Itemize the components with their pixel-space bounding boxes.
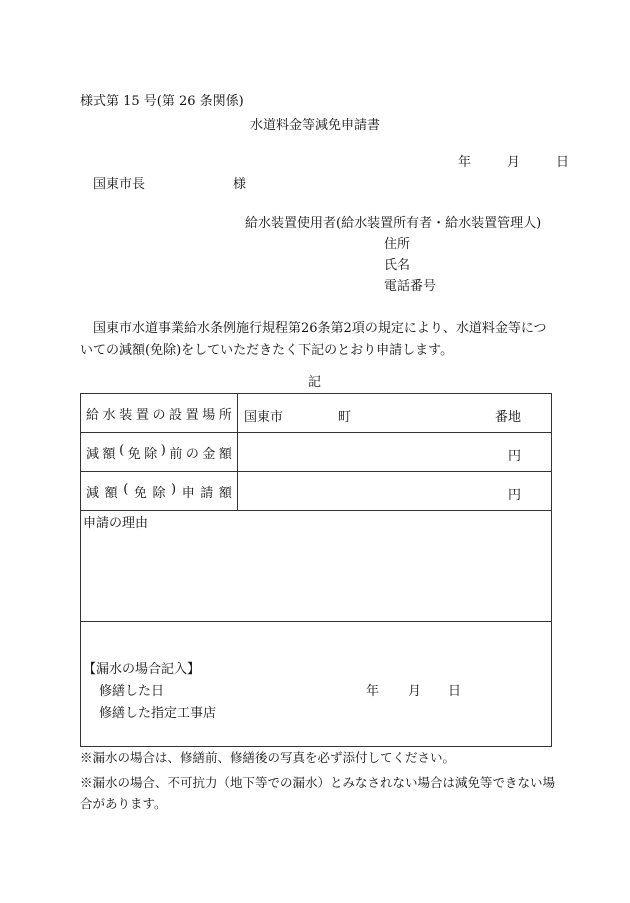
row-before-amount — [81, 433, 552, 472]
label-char: 免 — [133, 485, 147, 501]
label-char: 置 — [185, 407, 199, 423]
label-char: 除 — [152, 485, 166, 501]
location-town: 町 — [338, 410, 352, 425]
label-char: ( — [123, 481, 129, 497]
request-amount-field[interactable] — [238, 472, 552, 511]
before-amount-field[interactable] — [238, 433, 552, 472]
label-char: ( — [119, 442, 125, 458]
label-char: 給 — [86, 407, 100, 423]
body-paragraph — [80, 318, 552, 362]
before-amount-unit: 円 — [507, 449, 521, 464]
leak-section[interactable] — [81, 622, 552, 747]
repair-date-label: 修繕した日 — [99, 684, 165, 699]
applicant-phone-label: 電話番号 — [384, 279, 437, 294]
note-photo: ※漏水の場合は、修繕前、修繕後の写真を必ず添付してください。 — [80, 750, 456, 765]
applicant-heading: 給水装置使用者(給水装置所有者・給水装置管理人) — [245, 216, 542, 231]
reason-label: 申請の理由 — [83, 516, 149, 531]
label-char: ) — [171, 481, 177, 497]
request-amount-unit: 円 — [507, 488, 521, 503]
label-char: の — [152, 407, 166, 423]
label-char: 額 — [104, 485, 118, 501]
label-char: 減 — [86, 485, 100, 501]
label-char: 場 — [202, 407, 216, 423]
label-char: 申 — [181, 485, 195, 501]
repair-date-month: 月 — [408, 684, 422, 699]
label-char: の — [185, 446, 199, 462]
body-line-2: いての減額(免除)をしていただきたく下記のとおり申請します。 — [80, 343, 454, 358]
label-char: 額 — [218, 485, 232, 501]
addressee-name: 国東市長 — [93, 177, 146, 192]
leak-heading: 【漏水の場合記入】 — [83, 662, 201, 677]
addressee — [93, 178, 246, 191]
before-amount-label — [81, 433, 238, 472]
ki-heading: 記 — [308, 375, 322, 390]
request-amount-label — [81, 472, 238, 511]
label-char: 免 — [127, 446, 141, 462]
label-char: 水 — [102, 407, 116, 423]
contractor-label: 修繕した指定工事店 — [99, 706, 217, 721]
label-char: ) — [160, 442, 166, 458]
form-number: 様式第 15 号(第 26 条関係) — [80, 94, 244, 109]
date-day: 日 — [556, 155, 570, 170]
row-leak — [81, 622, 552, 747]
label-char: 請 — [200, 485, 214, 501]
date-year: 年 — [458, 155, 472, 170]
application-table — [80, 393, 552, 747]
row-reason — [81, 511, 552, 622]
applicant-address-label: 住所 — [384, 237, 411, 252]
date-line — [458, 156, 569, 169]
repair-date-day: 日 — [448, 684, 462, 699]
label-char: 額 — [218, 446, 232, 462]
note-force-majeure: ※漏水の場合、不可抗力（地下等での漏水）とみなされない場合は減免等できない場合があります。 — [80, 775, 556, 811]
repair-date-year: 年 — [366, 684, 380, 699]
document-title: 水道料金等減免申請書 — [250, 118, 381, 133]
label-char: 置 — [135, 407, 149, 423]
location-city: 国東市 — [244, 410, 284, 425]
label-char: 設 — [169, 407, 183, 423]
location-label — [81, 394, 238, 433]
label-char: 前 — [169, 446, 183, 462]
applicant-name-label: 氏名 — [384, 258, 411, 273]
label-char: 減 — [86, 446, 100, 462]
label-char: 除 — [144, 446, 158, 462]
label-char: 額 — [102, 446, 116, 462]
location-lot: 番地 — [494, 410, 521, 425]
row-request-amount — [81, 472, 552, 511]
date-month: 月 — [507, 155, 521, 170]
label-char: 装 — [119, 407, 133, 423]
body-line-1: 国東市水道事業給水条例施行規程第26条第2項の規定により、水道料金等につ — [93, 321, 547, 336]
location-field[interactable] — [238, 394, 552, 433]
label-char: 所 — [218, 407, 232, 423]
label-char: 金 — [202, 446, 216, 462]
reason-field[interactable] — [81, 511, 552, 622]
addressee-honorific: 様 — [233, 177, 247, 192]
row-location — [81, 394, 552, 433]
